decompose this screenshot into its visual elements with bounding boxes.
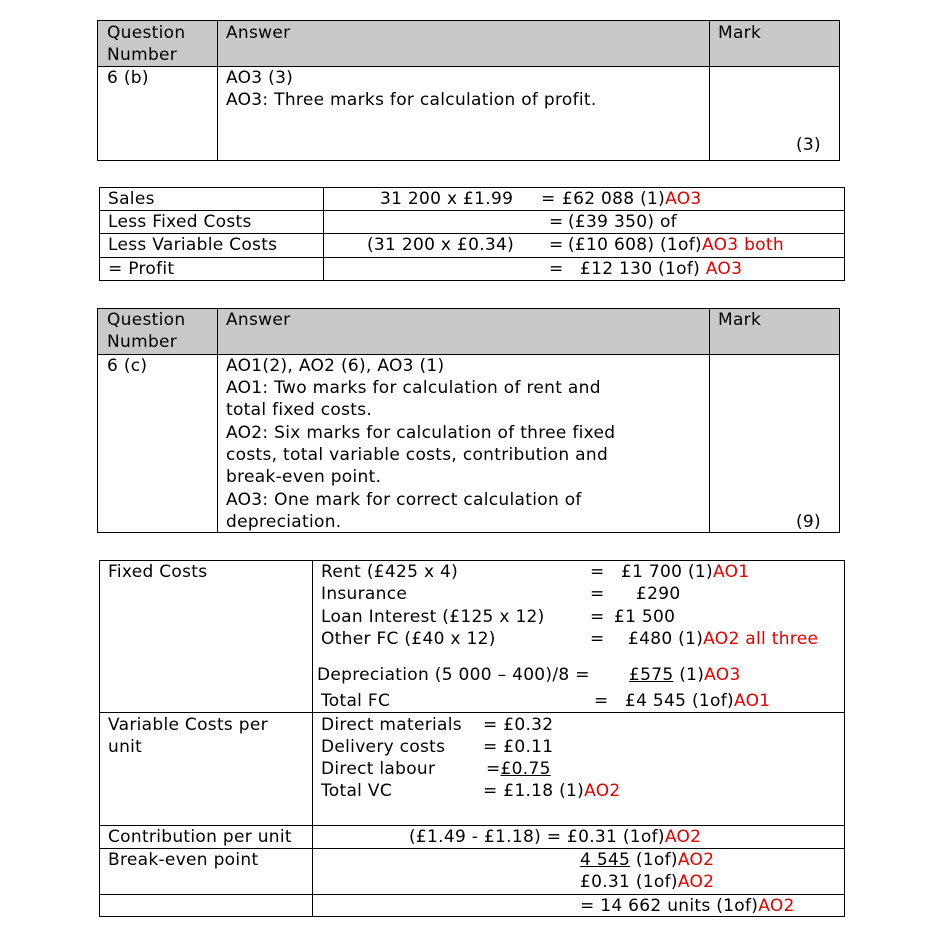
header-answer: Answer bbox=[226, 23, 291, 43]
total-fc-value: £4 545 (1of)AO1 bbox=[625, 691, 771, 711]
breakeven-numerator: 4 545 (1of)AO2 bbox=[580, 850, 715, 870]
loan-value: £1 500 bbox=[614, 607, 676, 627]
delivery-line: Delivery costs bbox=[321, 737, 446, 757]
answer-line: AO1(2), AO2 (6), AO3 (1) bbox=[226, 356, 445, 376]
row-label: = Profit bbox=[108, 259, 175, 279]
variable-costs-label: Variable Costs per bbox=[108, 715, 268, 735]
equals-sign: = bbox=[549, 235, 564, 255]
equals-sign: = bbox=[590, 562, 605, 582]
loan-line: Loan Interest (£125 x 12) bbox=[321, 607, 545, 627]
labour-line: Direct labour bbox=[321, 759, 436, 779]
breakeven-result: = 14 662 units (1of)AO2 bbox=[580, 896, 795, 916]
contribution-calc: (£1.49 - £1.18) = £0.31 (1of)AO2 bbox=[409, 827, 702, 847]
header-number: Number bbox=[107, 332, 178, 352]
answer-line: AO3: One mark for correct calculation of bbox=[226, 490, 582, 510]
row-calc: 31 200 x £1.99 bbox=[380, 189, 514, 209]
answer-line: costs, total variable costs, contribution and bbox=[226, 445, 609, 465]
answer-line: AO1: Two marks for calculation of rent and bbox=[226, 378, 601, 398]
equals-sign: = bbox=[590, 629, 605, 649]
marks-value: (9) bbox=[796, 512, 821, 532]
equals-sign: = bbox=[590, 584, 605, 604]
depreciation-line: Depreciation (5 000 – 400)/8 = bbox=[317, 665, 590, 685]
rent-value: £1 700 (1)AO1 bbox=[621, 562, 750, 582]
contribution-label: Contribution per unit bbox=[108, 827, 292, 847]
materials-line: Direct materials bbox=[321, 715, 462, 735]
rent-line: Rent (£425 x 4) bbox=[321, 562, 459, 582]
row-result: (£39 350) of bbox=[568, 212, 677, 232]
insurance-line: Insurance bbox=[321, 584, 408, 604]
row-calc: (31 200 x £0.34) bbox=[367, 235, 515, 255]
row-label: Less Variable Costs bbox=[108, 235, 278, 255]
breakeven-label: Break-even point bbox=[108, 850, 259, 870]
row-label: Sales bbox=[108, 189, 155, 209]
header-question: Question bbox=[107, 310, 186, 330]
answer-line: AO3: Three marks for calculation of profit. bbox=[226, 90, 597, 110]
total-vc-line: Total VC bbox=[321, 781, 393, 801]
insurance-value: £290 bbox=[636, 584, 681, 604]
materials-value: = £0.32 bbox=[483, 715, 554, 735]
breakeven-denominator: £0.31 (1of)AO2 bbox=[580, 872, 715, 892]
fixed-costs-label: Fixed Costs bbox=[108, 562, 208, 582]
row-result: £62 088 (1)AO3 bbox=[562, 189, 702, 209]
answer-line: depreciation. bbox=[226, 512, 342, 532]
other-fc-line: Other FC (£40 x 12) bbox=[321, 629, 496, 649]
question-number: 6 (c) bbox=[107, 356, 148, 376]
header-mark: Mark bbox=[718, 23, 762, 43]
total-fc-line: Total FC bbox=[321, 691, 391, 711]
row-label: Less Fixed Costs bbox=[108, 212, 252, 232]
header-question: Question bbox=[107, 23, 186, 43]
question-number: 6 (b) bbox=[107, 68, 149, 88]
equals-sign: = bbox=[594, 691, 609, 711]
delivery-value: = £0.11 bbox=[483, 737, 554, 757]
labour-value: =£0.75 bbox=[486, 759, 551, 779]
equals-sign: = bbox=[549, 212, 564, 232]
row-result: £12 130 (1of) AO3 bbox=[580, 259, 743, 279]
answer-line: AO3 (3) bbox=[226, 68, 294, 88]
variable-costs-label: unit bbox=[108, 737, 143, 757]
equals-sign: = bbox=[541, 189, 556, 209]
row-result: (£10 608) (1of)AO3 both bbox=[568, 235, 784, 255]
equals-sign: = bbox=[549, 259, 564, 279]
header-answer: Answer bbox=[226, 310, 291, 330]
answer-line: break-even point. bbox=[226, 467, 382, 487]
marks-value: (3) bbox=[796, 135, 821, 155]
total-vc-value: = £1.18 (1)AO2 bbox=[483, 781, 621, 801]
header-number: Number bbox=[107, 45, 178, 65]
answer-line: total fixed costs. bbox=[226, 400, 373, 420]
other-fc-value: £480 (1)AO2 all three bbox=[628, 629, 819, 649]
depreciation-value: £575 (1)AO3 bbox=[629, 665, 741, 685]
answer-line: AO2: Six marks for calculation of three fixed bbox=[226, 423, 616, 443]
header-mark: Mark bbox=[718, 310, 762, 330]
equals-sign: = bbox=[590, 607, 605, 627]
